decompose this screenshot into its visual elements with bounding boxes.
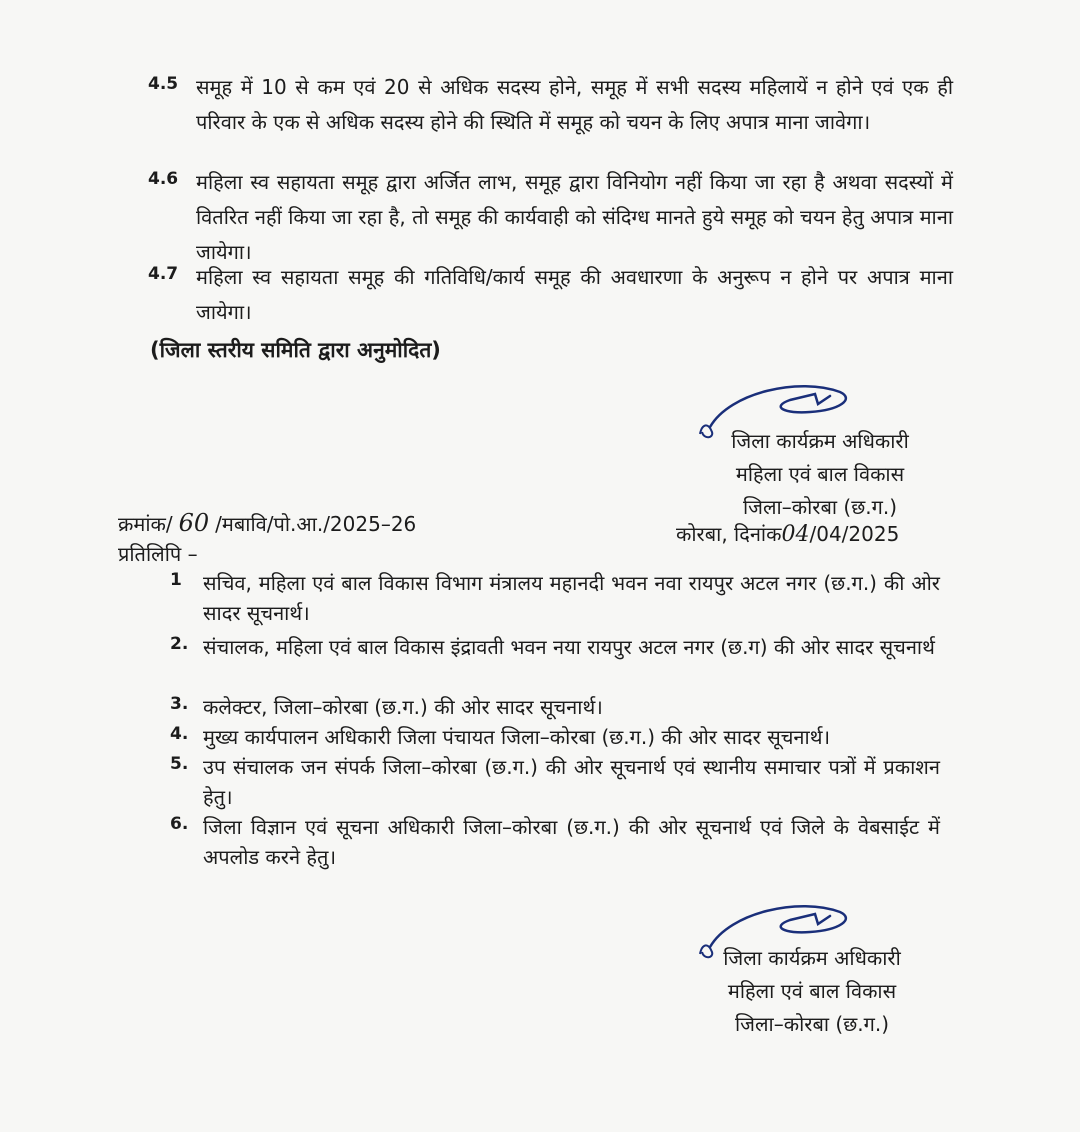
cc-number: 6. [170, 814, 189, 834]
clause-text: महिला स्व सहायता समूह द्वारा अर्जित लाभ, समूह द्वारा विनियोग नहीं किया जा रहा है अथवा सदस्यों में वितरित नहीं किया जा रहा है, तो समूह की कार्यवाही को संदिग्ध मानते हुये समूह को चयन हेतु अपात्र माना जायेगा। [196, 170, 953, 264]
cc-item-6 [170, 812, 940, 872]
copy-to-label: प्रतिलिपि – [118, 542, 198, 566]
cc-text: सचिव, महिला एवं बाल विकास विभाग मंत्रालय महानदी भवन नवा रायपुर अटल नगर (छ.ग.) की ओर सादर सूचनार्थ। [203, 571, 940, 625]
approval-note: (जिला स्तरीय समिति द्वारा अनुमोदित) [150, 338, 441, 362]
cc-number: 2. [170, 634, 189, 654]
cc-text: जिला विज्ञान एवं सूचना अधिकारी जिला–कोरबा (छ.ग.) की ओर सूचनार्थ एवं जिले के वेबसाईट में अपलोड करने हेतु। [203, 815, 940, 869]
clause-4-7 [148, 260, 953, 330]
clause-number: 4.5 [148, 74, 179, 94]
cc-item-1 [170, 568, 940, 628]
cc-number: 5. [170, 754, 189, 774]
cc-item-3 [170, 692, 940, 722]
date-line: कोरबा, दिनांक04/04/2025 [676, 522, 900, 547]
signature-block-1 [700, 425, 940, 524]
department: महिला एवं बाल विकास [735, 462, 905, 486]
cc-item-2 [170, 632, 940, 662]
cc-number: 1 [170, 570, 182, 590]
handwritten-number: 60 [178, 509, 210, 537]
district: जिला–कोरबा (छ.ग.) [734, 1012, 890, 1036]
clause-text: महिला स्व सहायता समूह की गतिविधि/कार्य समूह की अवधारणा के अनुरूप न होने पर अपात्र माना जायेगा। [196, 265, 953, 324]
designation: जिला कार्यक्रम अधिकारी [723, 946, 901, 970]
cc-text: मुख्य कार्यपालन अधिकारी जिला पंचायत जिला–कोरबा (छ.ग.) की ओर सादर सूचनार्थ। [203, 725, 831, 749]
cc-item-4 [170, 722, 940, 752]
cc-number: 3. [170, 694, 189, 714]
clause-number: 4.7 [148, 264, 179, 284]
cc-text: संचालक, महिला एवं बाल विकास इंद्रावती भवन नया रायपुर अटल नगर (छ.ग) की ओर सादर सूचनार्थ [203, 635, 935, 659]
cc-text: उप संचालक जन संपर्क जिला–कोरबा (छ.ग.) की ओर सूचनार्थ एवं स्थानीय समाचार पत्रों में प्रकाशन हेतु। [203, 755, 940, 809]
clause-4-6 [148, 165, 953, 270]
clause-4-5 [148, 70, 953, 140]
clause-text: समूह में 10 से कम एवं 20 से अधिक सदस्य होने, समूह में सभी सदस्य महिलायें न होने एवं एक ही परिवार के एक से अधिक सदस्य होने की स्थिति में समूह को चयन के लिए अपात्र माना जावेगा। [196, 75, 953, 134]
cc-text: कलेक्टर, जिला–कोरबा (छ.ग.) की ओर सादर सूचनार्थ। [203, 695, 603, 719]
signature-block-2 [692, 942, 932, 1041]
handwritten-day: 04 [781, 522, 810, 547]
designation: जिला कार्यक्रम अधिकारी [731, 429, 909, 453]
reference-number: क्रमांक/ 60 /मबावि/पो.आ./2025–26 [118, 509, 417, 537]
district: जिला–कोरबा (छ.ग.) [742, 495, 898, 519]
clause-number: 4.6 [148, 169, 179, 189]
cc-number: 4. [170, 724, 189, 744]
cc-item-5 [170, 752, 940, 812]
department: महिला एवं बाल विकास [727, 979, 897, 1003]
